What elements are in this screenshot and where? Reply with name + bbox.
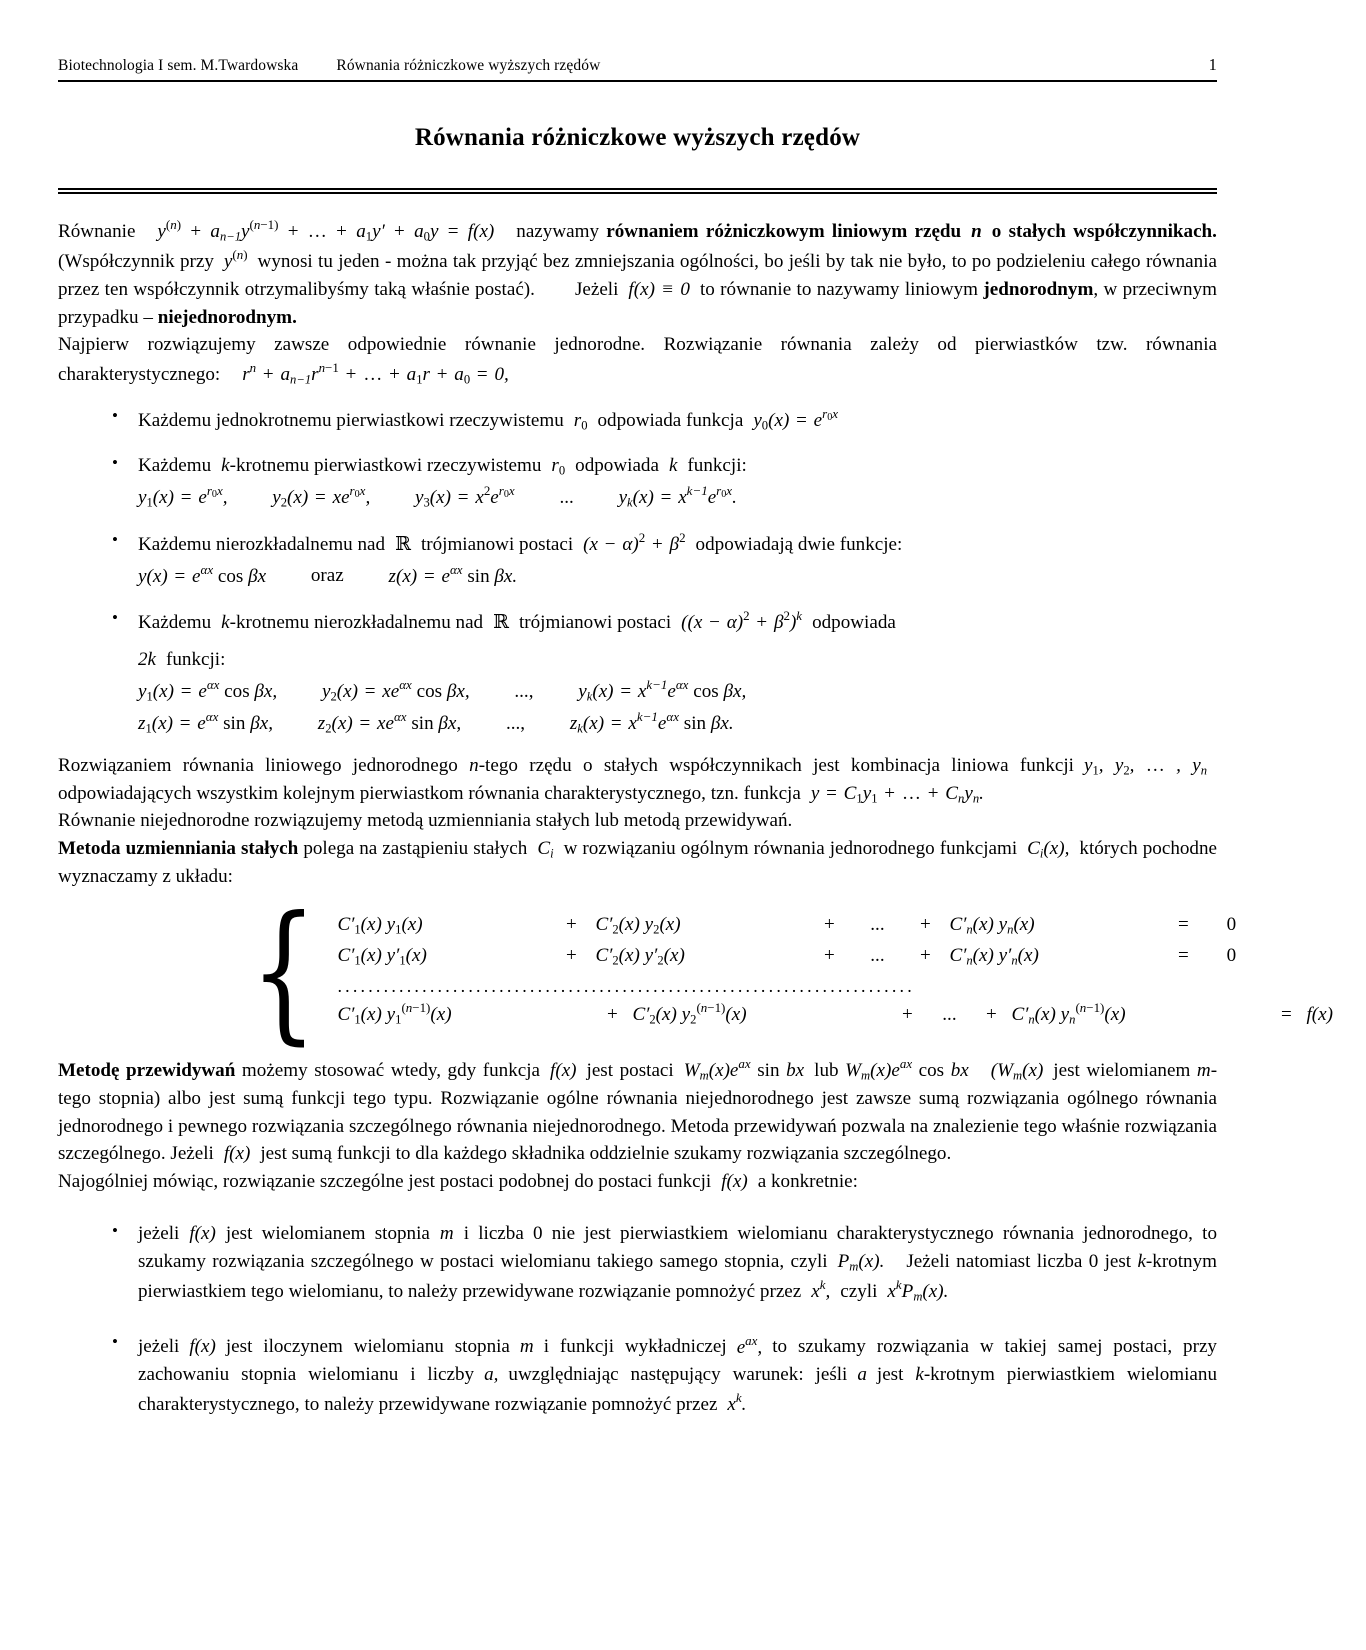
title-double-rule (58, 188, 1217, 194)
pcase1-k: k (1137, 1250, 1146, 1272)
pcase1-fx: f(x) (189, 1222, 216, 1244)
pm-text-f: -tego stopnia) albo jest sumą funkcji tego typu. Rozwiązanie ogólne równania niejednorodnego jest zawsze sumą rozwiązania ogólnego równania jednorodnego i pewnego rozwiązania szczególnego równania niejednorodnego. Metoda przewidywań pozwala na znalezienie tego właśnie rozwiązania szczególnego. Jeżeli (58, 1059, 1218, 1165)
intro-text-b: nazywamy (516, 221, 599, 243)
pcase2-c: i funkcji wykładniczej (543, 1336, 727, 1358)
case4-text-b: -krotnemu nierozkładalnemu nad (229, 612, 484, 634)
gs-text-b: -tego rzędu o stałych współczynnikach jest kombinacja liniowa funkcji (478, 754, 1074, 776)
intro-text-g: , w przeciwnym przypadku – (58, 278, 1218, 328)
gf-text-a: Najogólniej mówiąc, rozwiązanie szczególne jest postaci podobnej do postaci funkcji (58, 1171, 712, 1193)
pcase1-d: Jeżeli natomiast liczba 0 jest (906, 1250, 1132, 1272)
pm-fx-2: f(x) (223, 1143, 251, 1165)
pcase1-b: jest wielomianem stopnia (225, 1222, 430, 1244)
gs-text-a: Rozwiązaniem równania liniowego jednorodnego (58, 754, 458, 776)
page-number: 1 (1208, 55, 1217, 74)
case3-eq2: $z(x) = e^{\alpha x}$ sin βx. (388, 561, 518, 587)
system-brace: { (250, 885, 318, 1060)
list-item (112, 1331, 1217, 1418)
case2-eq5: $y_k(x) = x^{k-1}e^{r0x}$. (618, 482, 737, 510)
gs-functions: y1, y2, … , $y_n$ (1083, 754, 1208, 778)
list-item (112, 1220, 1217, 1306)
pcase2-xk: $x^k$. (727, 1390, 747, 1416)
root-cases-list (58, 405, 1217, 738)
row2-equals: = (1178, 944, 1189, 966)
gf-fx: f(x) (721, 1171, 748, 1193)
case4-real-set: ℝ (493, 610, 509, 634)
pm-form-sin: $W_m(x)e^{ax}$ sin bx (683, 1055, 805, 1083)
case4-eq8: $z_k(x) = x^{k-1}e^{\alpha x}$ sin βx. (569, 708, 734, 736)
general-solution-paragraph (58, 752, 1217, 808)
equation-system (58, 885, 1333, 1060)
header-rule (58, 80, 1217, 82)
case3-trinomial: $(x - \alpha)^2 + \beta^2$ (583, 529, 686, 555)
intro-bold-2: o stałych współczynnikach. (991, 221, 1217, 243)
row1-op1: + (566, 913, 577, 935)
variation-of-constants-paragraph (58, 835, 1217, 891)
pm-fx-1: f(x) (550, 1059, 577, 1081)
general-form-paragraph (58, 1168, 1217, 1196)
voc-text-a: polega na zastąpieniu stałych (303, 838, 528, 860)
pm-text-b: jest postaci (586, 1059, 674, 1081)
case4-ellipsis-1: ..., (514, 680, 534, 702)
case2-equations (138, 482, 1217, 512)
rowN-equals: = (1281, 1003, 1292, 1025)
rowN-op3: + (986, 1003, 997, 1025)
row1-dots: ... (870, 913, 885, 935)
characteristic-eq-text: Najpierw rozwiązujemy zawsze odpowiednie równanie jednorodne. Rozwiązanie równania zależy od pierwiastków tzw. równania charakterystycznego: (58, 334, 1217, 386)
pcase1-f: czyli (840, 1280, 878, 1302)
pcase2-eax: $e^{ax}$, (736, 1332, 763, 1358)
voc-text-b: w rozwiązaniu ogólnym równania jednorodnego funkcjami (563, 838, 1018, 860)
running-head-center: Równania różniczkowe wyższych rzędów (336, 57, 601, 74)
pm-text-a: możemy stosować wtedy, gdy funkcja (241, 1059, 541, 1081)
case4-eq5: $z1(x) = e^{\alpha x}$ sin βx, (138, 708, 273, 736)
rowN-op2: + (902, 1003, 913, 1025)
case4-count: 2k (138, 649, 157, 671)
case1-equation: $y0(x) = e^{r0x}$ (753, 405, 839, 433)
case2-var-k2: k (668, 454, 678, 476)
list-item (112, 607, 1217, 737)
pm-text-g: jest sumą funkcji to dla każdego składnika oddzielnie szukamy rozwiązania szczególnego. (260, 1143, 952, 1165)
pcase2-m: m (519, 1336, 534, 1358)
case2-var-k: k (221, 454, 230, 476)
case3-text-c: odpowiadają dwie funkcje: (695, 533, 903, 555)
coefficient-term: $y^{(n)}$ (223, 246, 248, 272)
document-body (58, 216, 1333, 1419)
row2-term1: C′1(x) y′1(x) (337, 944, 427, 968)
pcase2-b: jest iloczynem wielomianu stopnia (225, 1336, 510, 1358)
pcase2-e: uwzględniając następujący warunek: jeśli (508, 1364, 848, 1386)
pcase1-m: m (439, 1222, 454, 1244)
running-head (58, 55, 1217, 80)
row2-term3: $C'_n(x)$ $y'_n(x)$ (949, 944, 1039, 968)
case2-text-a: Każdemu (138, 454, 212, 476)
case4-text-c: trójmianowi postaci (518, 612, 672, 634)
intro-text-f: to równanie to nazywamy liniowym (699, 278, 979, 300)
pm-bold-title: Metodę przewidywań (58, 1059, 236, 1081)
case2-eq2: $y2(x) = xe^{r0x}$, (272, 482, 371, 510)
case2-eq3: $y3(x) = x^2e^{r0x}$ (415, 482, 515, 510)
prediction-method-paragraph (58, 1055, 1217, 1168)
case1-text-a: Każdemu jednokrotnemu pierwiastkowi rzeczywistemu (138, 410, 564, 432)
case2-eq1: $y1(x) = e^{r0x}$, (138, 482, 228, 510)
intro-text-e: Jeżeli (574, 278, 619, 300)
system-dotted-separator: ........................................................................... (337, 975, 915, 996)
rowN-term2: C′2(x) $y2^{(n-1)}(x)$ (632, 999, 747, 1027)
gs-order-n: n (469, 754, 479, 776)
case3-text-b: trójmianowi postaci (420, 533, 574, 555)
row1-op2: + (824, 913, 835, 935)
characteristic-equation: $r^n + a_{n-1}r^{n-1}$ + … + a1r + a0 = 0, (242, 360, 509, 387)
list-item (112, 529, 1217, 591)
case4-eq2: $y2(x) = xe^{\alpha x}$ cos βx, (321, 676, 470, 704)
case2-text-c: odpowiada (575, 454, 659, 476)
case3-conjunction: oraz (310, 565, 344, 587)
pcase2-f: jest (876, 1364, 904, 1386)
intro-text-a: Równanie (58, 221, 136, 243)
case2-text-b: -krotnemu pierwiastkowi rzeczywistemu (229, 454, 542, 476)
row2-rhs: 0 (1226, 944, 1237, 966)
gs-text-c: odpowiadających wszystkim kolejnym pierwiastkom równania charakterystycznego, tzn. funkcja (58, 782, 801, 804)
intro-paragraph-2 (58, 331, 1217, 389)
system-row-1 (337, 911, 1366, 942)
list-item (112, 452, 1217, 512)
case2-text-d: funkcji: (687, 454, 747, 476)
case3-text-a: Każdemu nierozkładalnemu nad (138, 533, 386, 555)
row1-term3: $C'_n(x)$ $y_n(x)$ (949, 913, 1035, 937)
case3-equations (138, 560, 1217, 590)
row2-term2: C′2(x) y′2(x) (595, 944, 685, 968)
prediction-cases-list (58, 1220, 1217, 1419)
case4-text-e: funkcji: (166, 649, 226, 671)
pm-text-c: lub (814, 1059, 839, 1081)
case4-text-d: odpowiada (812, 612, 896, 634)
row2-op1: + (566, 944, 577, 966)
intro-bold-4: niejednorodnym. (157, 306, 297, 328)
pm-wm-paren: ($W_m(x)$ (990, 1059, 1044, 1083)
case4-var-k: k (221, 612, 230, 634)
row2-op2: + (824, 944, 835, 966)
intro-text-c: (Współczynnik przy (58, 250, 214, 272)
gs-combination: y = C1y1 + … + $C_ny_n$. (810, 782, 984, 806)
voc-func-ci: $C_i(x)$, (1027, 838, 1070, 861)
rowN-term1: C′1(x) $y1^{(n-1)}(x)$ (337, 999, 452, 1027)
nonhomogeneous-methods-paragraph: Równanie niejednorodne rozwiązujemy metodą uzmienniania stałych lub metodą przewidywań. (58, 810, 793, 832)
case4-count-line (138, 646, 1217, 674)
voc-text-c: których pochodne wyznaczamy z układu: (58, 838, 1217, 888)
pcase1-xk: $x^k$, (811, 1276, 831, 1302)
pcase1-xkpm: $x^kP_m(x)$. (887, 1276, 949, 1304)
pcase1-e: -krotnym pierwiastkiem tego wielomianu, to należy przewidywane rozwiązanie pomnożyć przez (138, 1250, 1217, 1302)
row2-op3: + (920, 944, 931, 966)
pcase2-a-val: a, (484, 1364, 499, 1386)
system-row-2 (337, 942, 1366, 973)
pm-form-cos: $W_m(x)e^{ax}$ cos bx (845, 1055, 969, 1083)
pcase2-a: jeżeli (138, 1336, 180, 1358)
pm-text-e: jest wielomianem (1053, 1059, 1191, 1081)
rowN-op1: + (607, 1003, 618, 1025)
row1-term1: C′1(x) y1(x) (337, 913, 423, 937)
case4-equations-y (138, 676, 1217, 706)
intro-bold-3: jednorodnym (983, 278, 1094, 300)
homogeneous-condition: f(x) ≡ 0 (628, 278, 690, 300)
pcase2-k: k (915, 1364, 924, 1386)
pm-degree-m: m (1196, 1059, 1211, 1081)
row2-dots: ... (870, 944, 885, 966)
intro-paragraph-1 (58, 216, 1217, 331)
list-item (112, 405, 1217, 435)
case2-var-r0: r0 (551, 454, 566, 478)
row1-rhs: 0 (1226, 913, 1237, 935)
system-rows (337, 911, 1366, 1035)
case3-eq1: $y(x) = e^{\alpha x}$ cos βx (138, 561, 267, 587)
case2-ellipsis: ... (559, 486, 574, 508)
voc-const-ci: $C_i$ (537, 838, 554, 861)
page-title: Równania różniczkowe wyższych rzędów (414, 124, 861, 151)
gf-text-b: a konkretnie: (757, 1171, 858, 1193)
case1-text-b: odpowiada funkcja (597, 410, 744, 432)
case4-equations-z (138, 708, 1217, 738)
case4-trinomial: $((x - \alpha)^2 + \beta^2)^k$ (681, 608, 803, 634)
rowN-dots: ... (942, 1003, 957, 1025)
pcase1-a: jeżeli (138, 1222, 180, 1244)
pcase2-fx: f(x) (189, 1336, 216, 1358)
row1-equals: = (1178, 913, 1189, 935)
case3-real-set: ℝ (395, 531, 411, 555)
row1-term2: C′2(x) y2(x) (595, 913, 681, 937)
case4-eq4: $y_k(x) = x^{k-1}e^{\alpha x}$ cos βx, (578, 676, 747, 704)
case4-eq1: $y1(x) = e^{\alpha x}$ cos βx, (138, 676, 278, 704)
pcase2-g: -krotnym pierwiastkiem wielomianu charakterystycznego, to należy przewidywane rozwiązanie pomnożyć przez (138, 1364, 1217, 1416)
linear-ode-equation: $y^{(n)} + a_{n-1}y^{(n-1)}$ + … + a1y′ + a0y = f(x) (157, 217, 495, 244)
pcase2-d: to szukamy rozwiązania w takiej samej postaci, przy zachowaniu stopnia wielomianu i liczby (138, 1336, 1217, 1386)
rowN-term3: $C'_n(x)$ $y_n^{(n-1)}(x)$ (1011, 999, 1126, 1027)
system-row-last (337, 999, 1366, 1035)
pcase1-c: i liczba 0 nie jest pierwiastkiem wielomianu charakterystycznego równania jednorodnego, to szukamy rozwiązania szczególnego w postaci wielomianu takiego samego stopnia, czyli (138, 1222, 1217, 1272)
rowN-rhs: f(x) (1306, 1003, 1333, 1025)
intro-bold-n: n (971, 221, 982, 243)
running-head-left: Biotechnologia I sem. M.Twardowska (58, 57, 299, 74)
case4-ellipsis-2: ..., (505, 712, 526, 734)
pcase1-pm: $P_m(x)$. (837, 1250, 885, 1274)
row1-op3: + (920, 913, 931, 935)
intro-text-d: wynosi tu jeden - można tak przyjąć bez zmniejszania ogólności, bo jeśli by tak nie było, to po podzieleniu całego równania przez ten współczynnik otrzymalibyśmy taką właśnie postać). (58, 250, 1217, 300)
case1-var-r0: r0 (573, 410, 588, 433)
pcase2-a-var: a (857, 1364, 867, 1386)
case4-text-a: Każdemu (138, 612, 212, 634)
voc-bold-title: Metoda uzmienniania stałych (58, 838, 299, 860)
intro-bold-1: równaniem różniczkowym liniowym rzędu (606, 221, 962, 243)
case4-eq6: $z2(x) = xe^{\alpha x}$ sin βx, (317, 708, 462, 736)
